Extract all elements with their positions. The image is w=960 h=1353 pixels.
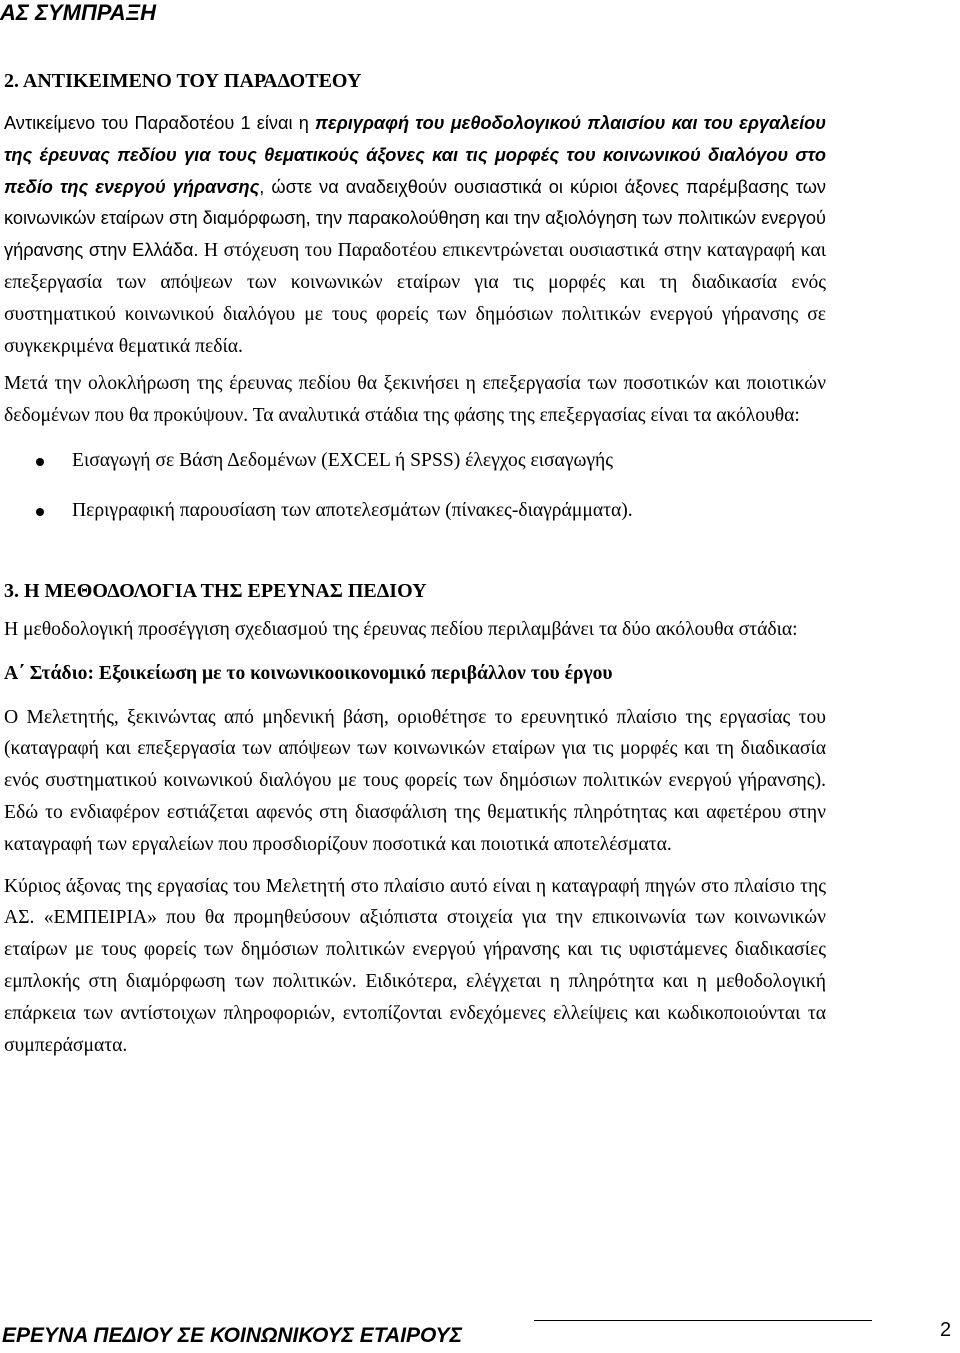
- page-number: 2: [940, 1319, 952, 1341]
- p1-tail: , ώστε να αναδειχθούν ουσιαστικά οι κύριοι άξονες παρέμβασης των κοινωνικών εταίρων στη διαμόρφωση, την παρακολούθηση και την αξιολόγηση των πολιτικών ενεργού γήρανσης στην Ελλάδα.: [4, 176, 826, 261]
- bullet-icon: [36, 508, 44, 516]
- p1-lead: Αντικείμενο του Παραδοτέου 1 είναι η: [4, 113, 316, 133]
- page-content: [4, 66, 826, 1061]
- running-header: ΑΣ ΣΥΜΠΡΑΞΗ: [0, 0, 157, 25]
- section-3-paragraph-3: Κύριος άξονας της εργασίας του Μελετητή στο πλαίσιο αυτό είναι η καταγραφή πηγών στο πλαίσιο της ΑΣ. «ΕΜΠΕΙΡΙΑ» που θα προμηθεύσουν αξιόπιστα στοιχεία για την επικοινωνία των κοινωνικών εταίρων με τους φορείς των δημόσιων πολιτικών ενεργού γήρανσης και τις υφιστάμενες διαδικασίες εμπλοκής στη διαμόρφωση των πολιτικών. Ειδικότερα, ελέγχεται η πληρότητα και η μεθοδολογική επάρκεια των αντίστοιχων πληροφοριών, εντοπίζονται ενδεχόμενες ελλείψεις και κωδικοποιούνται τα συμπεράσματα.: [4, 875, 826, 1056]
- list-item: [4, 496, 826, 526]
- section-3-heading: 3. Η ΜΕΘΟΔΟΛΟΓΙΑ ΤΗΣ ΕΡΕΥΝΑΣ ΠΕΔΙΟΥ: [4, 579, 427, 602]
- stage-a-heading: Α΄ Στάδιο: Εξοικείωση με το κοινωνικοοικονομικό περιβάλλον του έργου: [4, 662, 613, 684]
- p1-emphasis: περιγραφή του μεθοδολογικού πλαισίου και του εργαλείου της έρευνας πεδίου για τους θεματικούς άξονες και τις μορφές του κοινωνικού διαλόγου στο πεδίο της ενεργού γήρανσης: [4, 113, 826, 197]
- footer-divider: [534, 1320, 872, 1321]
- bullet-icon: [36, 458, 44, 466]
- section-3-paragraph-1: Η μεθοδολογική προσέγγιση σχεδιασμού της έρευνας πεδίου περιλαμβάνει τα δύο ακόλουθα στάδια:: [4, 618, 798, 640]
- list-item: [4, 446, 826, 476]
- p1-rest: Η στόχευση του Παραδοτέου επικεντρώνεται ουσιαστικά στην καταγραφή και επεξεργασία των απόψεων των κοινωνικών εταίρων για τις μορφές και τη διαδικασία ενός συστηματικού κοινωνικού διαλόγου με τους φορείς των δημόσιων πολιτικών ενεργού γήρανσης σε συγκεκριμένα θεματικά πεδία.: [4, 240, 826, 357]
- section-2-paragraph-2: Μετά την ολοκλήρωση της έρευνας πεδίου θα ξεκινήσει η επεξεργασία των ποσοτικών και ποιοτικών δεδομένων που θα προκύψουν. Τα αναλυτικά στάδια της φάσης της επεξεργασίας είναι τα ακόλουθα:: [4, 373, 826, 427]
- section-2-paragraph-1: [4, 108, 826, 362]
- section-2-heading: 2. ΑΝΤΙΚΕΙΜΕΝΟ ΤΟΥ ΠΑΡΑΔΟΤΕΟΥ: [4, 70, 362, 92]
- running-footer: ΕΡΕΥΝΑ ΠΕΔΙΟΥ ΣΕ ΚΟΙΝΩΝΙΚΟΥΣ ΕΤΑΙΡΟΥΣ: [2, 1324, 462, 1347]
- list-item-text: Εισαγωγή σε Βάση Δεδομένων (EXCEL ή SPSS) έλεγχος εισαγωγής: [72, 449, 614, 471]
- processing-steps-list: [4, 446, 826, 526]
- section-3-paragraph-2: Ο Μελετητής, ξεκινώντας από μηδενική βάση, οριοθέτησε το ερευνητικό πλαίσιο της εργασίας του (καταγραφή και επεξεργασία των απόψεων των κοινωνικών εταίρων για τις μορφές και τη διαδικασία ενός συστηματικού κοινωνικού διαλόγου με τους φορείς των δημόσιων πολιτικών ενεργού γήρανσης). Εδώ το ενδιαφέρον εστιάζεται αφενός στη διασφάλιση της θεματικής πληρότητας και αφετέρου στην καταγραφή των εργαλείων που προσδιορίζουν ποσοτικά και ποιοτικά αποτελέσματα.: [4, 706, 826, 855]
- list-item-text: Περιγραφική παρουσίαση των αποτελεσμάτων (πίνακες-διαγράμματα).: [72, 499, 633, 521]
